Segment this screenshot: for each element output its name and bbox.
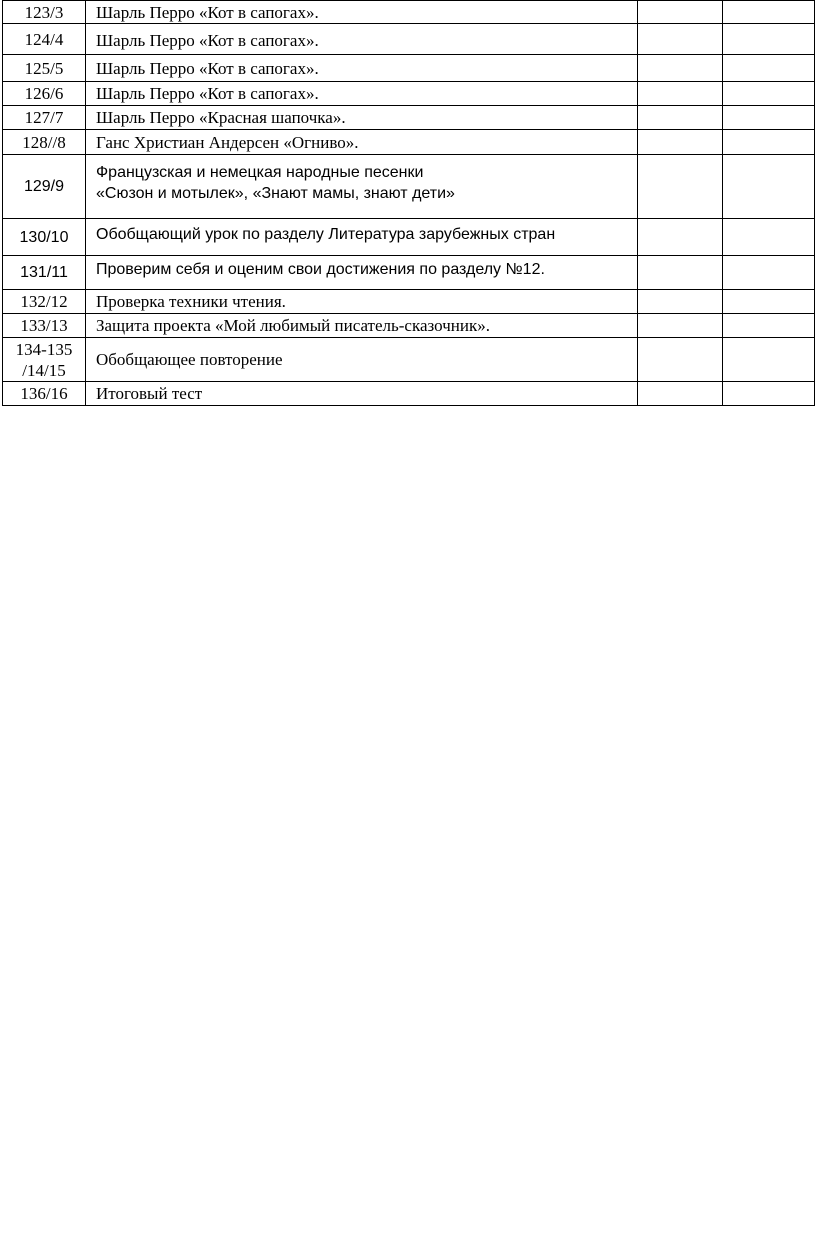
date-plan-cell	[638, 338, 723, 382]
lesson-topic: Шарль Перро «Кот в сапогах».	[86, 55, 638, 82]
date-plan-cell	[638, 382, 723, 406]
lesson-number: 129/9	[3, 155, 86, 219]
date-plan-cell	[638, 1, 723, 24]
table-row	[3, 1, 815, 24]
date-fact-cell	[723, 256, 815, 290]
table-row	[3, 24, 815, 55]
lesson-number: 131/11	[3, 256, 86, 290]
lesson-plan-table	[2, 0, 815, 406]
table-row	[3, 219, 815, 256]
date-fact-cell	[723, 55, 815, 82]
date-plan-cell	[638, 130, 723, 155]
lesson-topic: Шарль Перро «Красная шапочка».	[86, 106, 638, 130]
lesson-number: 132/12	[3, 290, 86, 314]
table-row	[3, 106, 815, 130]
lesson-number: 126/6	[3, 82, 86, 106]
lesson-topic: Шарль Перро «Кот в сапогах».	[86, 1, 638, 24]
lesson-topic: Обобщающее повторение	[86, 338, 638, 382]
lesson-topic: Проверим себя и оценим свои достижения по разделу №12.	[86, 256, 638, 290]
lesson-topic: Итоговый тест	[86, 382, 638, 406]
date-plan-cell	[638, 155, 723, 219]
lesson-number: 134-135 /14/15	[3, 338, 86, 382]
table-row	[3, 314, 815, 338]
lesson-number: 123/3	[3, 1, 86, 24]
table-row	[3, 55, 815, 82]
date-fact-cell	[723, 382, 815, 406]
table-row	[3, 290, 815, 314]
date-fact-cell	[723, 130, 815, 155]
table-row	[3, 155, 815, 219]
lesson-topic: Шарль Перро «Кот в сапогах».	[86, 24, 638, 55]
lesson-topic: Защита проекта «Мой любимый писатель-сказочник».	[86, 314, 638, 338]
lesson-number: 124/4	[3, 24, 86, 55]
table-row	[3, 130, 815, 155]
date-fact-cell	[723, 106, 815, 130]
lesson-topic: Шарль Перро «Кот в сапогах».	[86, 82, 638, 106]
date-fact-cell	[723, 338, 815, 382]
lesson-number: 130/10	[3, 219, 86, 256]
date-fact-cell	[723, 314, 815, 338]
date-fact-cell	[723, 1, 815, 24]
table-row	[3, 382, 815, 406]
date-plan-cell	[638, 106, 723, 130]
lesson-number: 133/13	[3, 314, 86, 338]
lesson-number: 128//8	[3, 130, 86, 155]
lesson-number: 127/7	[3, 106, 86, 130]
lesson-topic: Проверка техники чтения.	[86, 290, 638, 314]
date-fact-cell	[723, 24, 815, 55]
lesson-number: 125/5	[3, 55, 86, 82]
table-row	[3, 256, 815, 290]
lesson-topic: Обобщающий урок по разделу Литература зарубежных стран	[86, 219, 638, 256]
date-plan-cell	[638, 82, 723, 106]
date-fact-cell	[723, 219, 815, 256]
table-row	[3, 82, 815, 106]
lesson-topic: Французская и немецкая народные песенки «Сюзон и мотылек», «Знают мамы, знают дети»	[86, 155, 638, 219]
date-fact-cell	[723, 82, 815, 106]
date-plan-cell	[638, 290, 723, 314]
date-fact-cell	[723, 155, 815, 219]
date-fact-cell	[723, 290, 815, 314]
date-plan-cell	[638, 256, 723, 290]
date-plan-cell	[638, 219, 723, 256]
lesson-number: 136/16	[3, 382, 86, 406]
date-plan-cell	[638, 314, 723, 338]
lesson-topic: Ганс Христиан Андерсен «Огниво».	[86, 130, 638, 155]
date-plan-cell	[638, 24, 723, 55]
table-row	[3, 338, 815, 382]
date-plan-cell	[638, 55, 723, 82]
